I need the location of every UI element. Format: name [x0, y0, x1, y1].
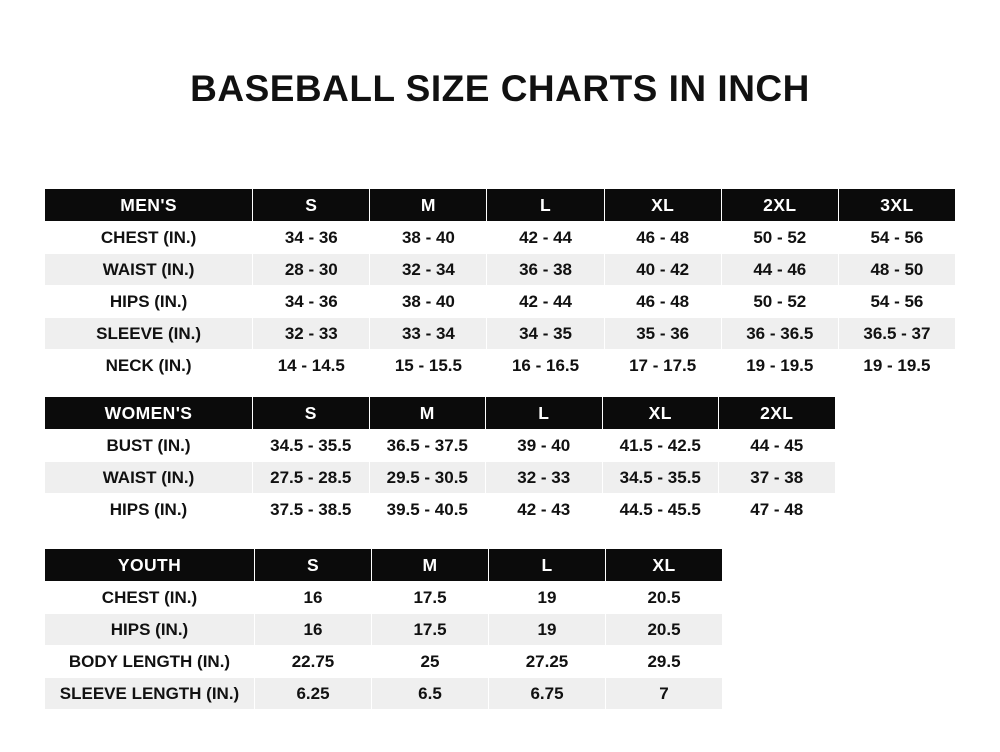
mens-header-row — [45, 189, 956, 222]
cell-l: 42 - 44 — [487, 222, 604, 254]
cell-xl: 20.5 — [606, 582, 723, 614]
womens-header-row — [45, 397, 836, 430]
row-label: CHEST (IN.) — [45, 222, 253, 254]
womens-size-table — [44, 396, 836, 526]
cell-s: 27.5 - 28.5 — [253, 462, 370, 494]
cell-s: 37.5 - 38.5 — [253, 494, 370, 526]
cell-2xl: 44 - 46 — [721, 254, 838, 286]
mens-header-m: M — [370, 189, 487, 222]
cell-m: 39.5 - 40.5 — [369, 494, 486, 526]
table-row — [45, 646, 723, 678]
mens-header-category: MEN'S — [45, 189, 253, 222]
womens-header-s: S — [253, 397, 370, 430]
cell-s: 28 - 30 — [253, 254, 370, 286]
womens-header-xl: XL — [602, 397, 719, 430]
table-row — [45, 286, 956, 318]
youth-header-m: M — [372, 549, 489, 582]
womens-header-category: WOMEN'S — [45, 397, 253, 430]
table-row — [45, 462, 836, 494]
cell-m: 29.5 - 30.5 — [369, 462, 486, 494]
cell-m: 32 - 34 — [370, 254, 487, 286]
cell-xl: 29.5 — [606, 646, 723, 678]
cell-xl: 46 - 48 — [604, 286, 721, 318]
cell-m: 17.5 — [372, 614, 489, 646]
row-label: WAIST (IN.) — [45, 254, 253, 286]
row-label: HIPS (IN.) — [45, 286, 253, 318]
mens-header-l: L — [487, 189, 604, 222]
row-label: HIPS (IN.) — [45, 614, 255, 646]
youth-table-head — [45, 549, 723, 582]
cell-l: 39 - 40 — [486, 430, 603, 462]
cell-xl: 46 - 48 — [604, 222, 721, 254]
womens-table-head — [45, 397, 836, 430]
cell-s: 16 — [255, 582, 372, 614]
table-row — [45, 254, 956, 286]
table-row — [45, 494, 836, 526]
cell-m: 38 - 40 — [370, 286, 487, 318]
cell-l: 34 - 35 — [487, 318, 604, 350]
cell-s: 22.75 — [255, 646, 372, 678]
cell-s: 34 - 36 — [253, 222, 370, 254]
cell-2xl: 50 - 52 — [721, 222, 838, 254]
cell-xl: 17 - 17.5 — [604, 350, 721, 382]
cell-xl: 35 - 36 — [604, 318, 721, 350]
youth-header-row — [45, 549, 723, 582]
mens-table-head — [45, 189, 956, 222]
cell-l: 27.25 — [489, 646, 606, 678]
cell-s: 16 — [255, 614, 372, 646]
cell-l: 19 — [489, 582, 606, 614]
page-title: BASEBALL SIZE CHARTS IN INCH — [190, 68, 810, 109]
cell-s: 14 - 14.5 — [253, 350, 370, 382]
cell-3xl: 36.5 - 37 — [838, 318, 955, 350]
cell-l: 32 - 33 — [486, 462, 603, 494]
cell-xl: 34.5 - 35.5 — [602, 462, 719, 494]
mens-header-2xl: 2XL — [721, 189, 838, 222]
row-label: WAIST (IN.) — [45, 462, 253, 494]
cell-m: 17.5 — [372, 582, 489, 614]
cell-2xl: 36 - 36.5 — [721, 318, 838, 350]
row-label: HIPS (IN.) — [45, 494, 253, 526]
table-row — [45, 350, 956, 382]
table-row — [45, 582, 723, 614]
table-row — [45, 222, 956, 254]
cell-xl: 7 — [606, 678, 723, 710]
table-row — [45, 430, 836, 462]
womens-header-m: M — [369, 397, 486, 430]
cell-m: 33 - 34 — [370, 318, 487, 350]
mens-header-3xl: 3XL — [838, 189, 955, 222]
cell-s: 6.25 — [255, 678, 372, 710]
womens-header-2xl: 2XL — [719, 397, 836, 430]
womens-header-l: L — [486, 397, 603, 430]
table-row — [45, 318, 956, 350]
cell-m: 25 — [372, 646, 489, 678]
cell-s: 34 - 36 — [253, 286, 370, 318]
cell-l: 42 - 44 — [487, 286, 604, 318]
youth-header-s: S — [255, 549, 372, 582]
cell-l: 36 - 38 — [487, 254, 604, 286]
mens-header-xl: XL — [604, 189, 721, 222]
cell-xl: 41.5 - 42.5 — [602, 430, 719, 462]
youth-header-category: YOUTH — [45, 549, 255, 582]
youth-size-table — [44, 548, 723, 710]
cell-l: 19 — [489, 614, 606, 646]
cell-2xl: 37 - 38 — [719, 462, 836, 494]
cell-3xl: 54 - 56 — [838, 286, 955, 318]
cell-xl: 20.5 — [606, 614, 723, 646]
cell-3xl: 48 - 50 — [838, 254, 955, 286]
cell-m: 6.5 — [372, 678, 489, 710]
womens-table-body — [45, 430, 836, 526]
cell-3xl: 54 - 56 — [838, 222, 955, 254]
row-label: NECK (IN.) — [45, 350, 253, 382]
table-row — [45, 614, 723, 646]
mens-size-table — [44, 188, 956, 382]
row-label: SLEEVE LENGTH (IN.) — [45, 678, 255, 710]
cell-l: 6.75 — [489, 678, 606, 710]
youth-header-l: L — [489, 549, 606, 582]
cell-xl: 44.5 - 45.5 — [602, 494, 719, 526]
cell-2xl: 47 - 48 — [719, 494, 836, 526]
cell-s: 32 - 33 — [253, 318, 370, 350]
mens-table-body — [45, 222, 956, 382]
cell-2xl: 19 - 19.5 — [721, 350, 838, 382]
youth-header-xl: XL — [606, 549, 723, 582]
cell-l: 16 - 16.5 — [487, 350, 604, 382]
cell-xl: 40 - 42 — [604, 254, 721, 286]
cell-m: 15 - 15.5 — [370, 350, 487, 382]
cell-m: 36.5 - 37.5 — [369, 430, 486, 462]
row-label: BUST (IN.) — [45, 430, 253, 462]
cell-3xl: 19 - 19.5 — [838, 350, 955, 382]
cell-l: 42 - 43 — [486, 494, 603, 526]
row-label: BODY LENGTH (IN.) — [45, 646, 255, 678]
cell-2xl: 44 - 45 — [719, 430, 836, 462]
cell-2xl: 50 - 52 — [721, 286, 838, 318]
youth-table-body — [45, 582, 723, 710]
row-label: CHEST (IN.) — [45, 582, 255, 614]
mens-header-s: S — [253, 189, 370, 222]
table-row — [45, 678, 723, 710]
cell-m: 38 - 40 — [370, 222, 487, 254]
cell-s: 34.5 - 35.5 — [253, 430, 370, 462]
row-label: SLEEVE (IN.) — [45, 318, 253, 350]
